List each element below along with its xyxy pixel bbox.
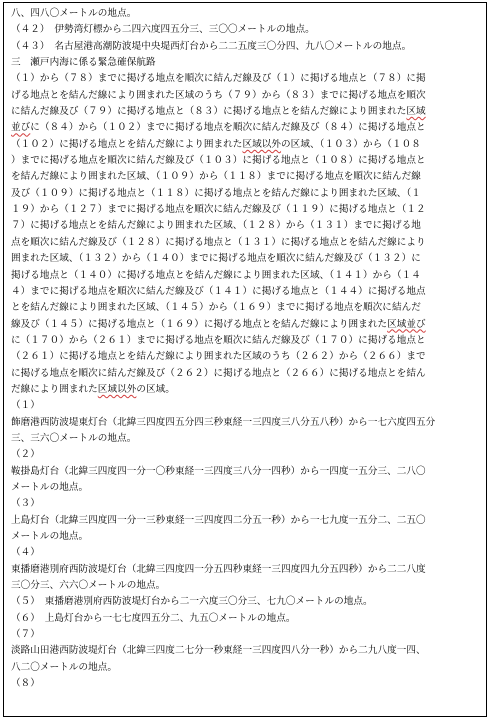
text-segment: 上島灯台（北緯三四度四一分一三秒東経一三四度四二分五一秒）から一七九度一五分二、二五〇 — [11, 514, 426, 526]
text-line — [11, 153, 483, 169]
text-line — [11, 169, 483, 185]
text-line — [11, 398, 483, 414]
text-line — [11, 22, 483, 38]
text-line — [11, 55, 483, 71]
text-line — [11, 202, 483, 218]
text-segment: （７） — [11, 629, 40, 641]
text-segment: （４） — [11, 547, 40, 559]
text-line — [11, 431, 483, 447]
text-segment: 東播磨港別府西防波堤灯台（北緯三四度四一分五四秒東経一三四度四九分五四秒）から二二八度 — [11, 563, 426, 575]
text-line — [11, 349, 483, 365]
text-line — [11, 513, 483, 529]
text-segment: （５） 東播磨港別府西防波堤灯台から二一六度三〇分三、七九〇メートルの地点。 — [11, 596, 373, 608]
text-segment: （１） — [11, 400, 40, 412]
text-line — [11, 6, 483, 22]
text-segment: ）までに掲げる地点を順次に結んだ線及び（１０３）に掲げる地点と（１０８）に掲げる地点と — [11, 155, 426, 167]
text-segment: に（１７０）から（２６１）までに掲げる地点を順次に結んだ線及び（１７０）に掲げる地点と — [11, 334, 426, 346]
text-segment: に掲げる地点を順次に結んだ線及び（２６２）に掲げる地点と（２６６）に掲げる地点とを結ん — [11, 367, 426, 379]
text-line — [11, 235, 483, 251]
text-segment: ７）に掲げる地点とを結んだ線により囲まれた区域、（１２８）から（１３１）までに掲げる地 — [11, 220, 421, 232]
text-segment: （１）から（７８）までに掲げる地点を順次に結んだ線及び（１）に掲げる地点と（７８）に掲 — [11, 73, 426, 85]
text-line — [11, 284, 483, 300]
text-line — [11, 447, 483, 463]
text-segment: （８） — [11, 678, 40, 690]
document-frame — [3, 2, 487, 717]
text-segment: 三 瀬戸内海に係る緊急確保航路 — [11, 57, 156, 69]
text-line — [11, 268, 483, 284]
text-segment: （２６１）に掲げる地点とを結んだ線により囲まれた区域のうち（２６２）から（２６６）まで — [11, 351, 426, 363]
text-line — [11, 317, 483, 333]
text-segment: に結んだ線及び（７９）に掲げる地点と（８３）に掲げる地点とを結んだ線により囲まれた — [11, 106, 407, 118]
text-segment: 及び（１０９）に掲げる地点と（１１８）に掲げる地点とを結んだ線により囲まれた区域、（１ — [11, 187, 421, 199]
text-line — [11, 594, 483, 610]
text-segment: （４２） 伊勢湾灯標から二四六度四五分三、三〇〇メートルの地点。 — [11, 24, 315, 36]
text-segment: だ線により囲まれた — [11, 383, 98, 395]
text-segment: （２） — [11, 449, 40, 461]
text-segment: （６） 上島灯台から一七七度四五分二、九五〇メートルの地点。 — [11, 612, 296, 624]
text-segment: を結んだ線により囲まれた区域、（１０９）から（１１８）までに掲げる地点を順次に結んだ線 — [11, 171, 421, 183]
text-line — [11, 251, 483, 267]
text-line — [11, 137, 483, 153]
text-line — [11, 218, 483, 234]
text-segment: 鞍掛島灯台（北緯三四度四一分一〇秒東経一三四度三八分一四秒）から一四度一五分三、二八〇 — [11, 465, 426, 477]
text-segment: メートルの地点。 — [11, 481, 89, 493]
spellcheck-flagged-text: 区域 — [406, 106, 426, 118]
text-segment: （１０２）に掲げる地点とを結んだ線により囲まれた — [11, 138, 243, 150]
text-line — [11, 611, 483, 627]
text-segment: 囲まれた区域、（１３２）から（１４０）までに掲げる地点を順次に結んだ線及び（１３２）に — [11, 253, 421, 265]
text-line — [11, 676, 483, 692]
text-segment: 掲げる地点と（１４０）に掲げる地点とを結んだ線により囲まれた区域、（１４１）から（１４ — [11, 269, 421, 281]
spellcheck-flagged-text: 区域並び — [387, 318, 426, 330]
spellcheck-flagged-text: 区域以外 — [97, 383, 137, 395]
text-segment: メートルの地点。 — [11, 531, 89, 542]
text-segment: 三、三六〇メートルの地点。 — [11, 432, 137, 444]
text-line — [11, 300, 483, 316]
text-line — [11, 545, 483, 561]
text-line — [11, 480, 483, 496]
text-segment: 飾磨港西防波堤東灯台（北緯三四度四五分四三秒東経一三四度三八分五八秒）から一七六度四五分 — [11, 416, 436, 428]
text-segment: （４３） 名古屋港高潮防波堤中央堤西灯台から二二五度三〇分四、九八〇メートルの地点。 — [11, 40, 412, 52]
text-line — [11, 643, 483, 659]
spellcheck-flagged-text: 並び — [11, 122, 31, 134]
document-text — [11, 6, 483, 692]
text-segment: 線及び（１４５）に掲げる地点と（１６９）に掲げる地点とを結んだ線により囲まれた — [11, 318, 388, 330]
text-segment: 八、四八〇メートルの地点。 — [11, 8, 137, 19]
text-line — [11, 366, 483, 382]
text-segment: ４）までに掲げる地点を順次に結んだ線及び（１４１）に掲げる地点と（１４４）に掲げる地点 — [11, 285, 426, 297]
text-line — [11, 333, 483, 349]
text-line — [11, 578, 483, 594]
text-line — [11, 660, 483, 676]
text-line — [11, 88, 483, 104]
text-segment: に（８４）から（１０２）までに掲げる地点を順次に結んだ線及び（８４）に掲げる地点と — [30, 122, 426, 134]
text-segment: （３） — [11, 498, 40, 510]
text-line — [11, 562, 483, 578]
text-line — [11, 464, 483, 480]
text-segment: とを結んだ線により囲まれた区域、（１４５）から（１６９）までに掲げる地点を順次に結んだ — [11, 302, 421, 314]
text-segment: げる地点とを結んだ線により囲まれた区域のうち（７９）から（８３）までに掲げる地点を順次 — [11, 89, 426, 101]
text-line — [11, 120, 483, 136]
text-segment: の区域。 — [136, 383, 175, 395]
text-segment: 三〇分三、六六〇メートルの地点。 — [11, 580, 166, 592]
text-line — [11, 529, 483, 545]
text-line — [11, 415, 483, 431]
text-line — [11, 39, 483, 55]
text-segment: １９）から（１２７）までに掲げる地点を順次に結んだ線及び（１１９）に掲げる地点と（１２ — [11, 204, 426, 216]
text-line — [11, 496, 483, 512]
text-line — [11, 71, 483, 87]
text-line — [11, 104, 483, 120]
text-line — [11, 382, 483, 398]
text-segment: 八二〇メートルの地点。 — [11, 661, 118, 673]
spellcheck-flagged-text: 区域以外 — [242, 138, 282, 150]
text-line — [11, 627, 483, 643]
text-line — [11, 186, 483, 202]
text-segment: 点を順次に結んだ線及び（１２８）に掲げる地点と（１３１）に掲げる地点とを結んだ線により — [11, 236, 426, 248]
text-segment: 淡路山田港西防波堤灯台（北緯三四度二七分一秒東経一三四度四八分一秒）から二九八度一四、 — [11, 645, 426, 657]
text-segment: の区域、（１０３）から（１０８ — [281, 138, 421, 150]
